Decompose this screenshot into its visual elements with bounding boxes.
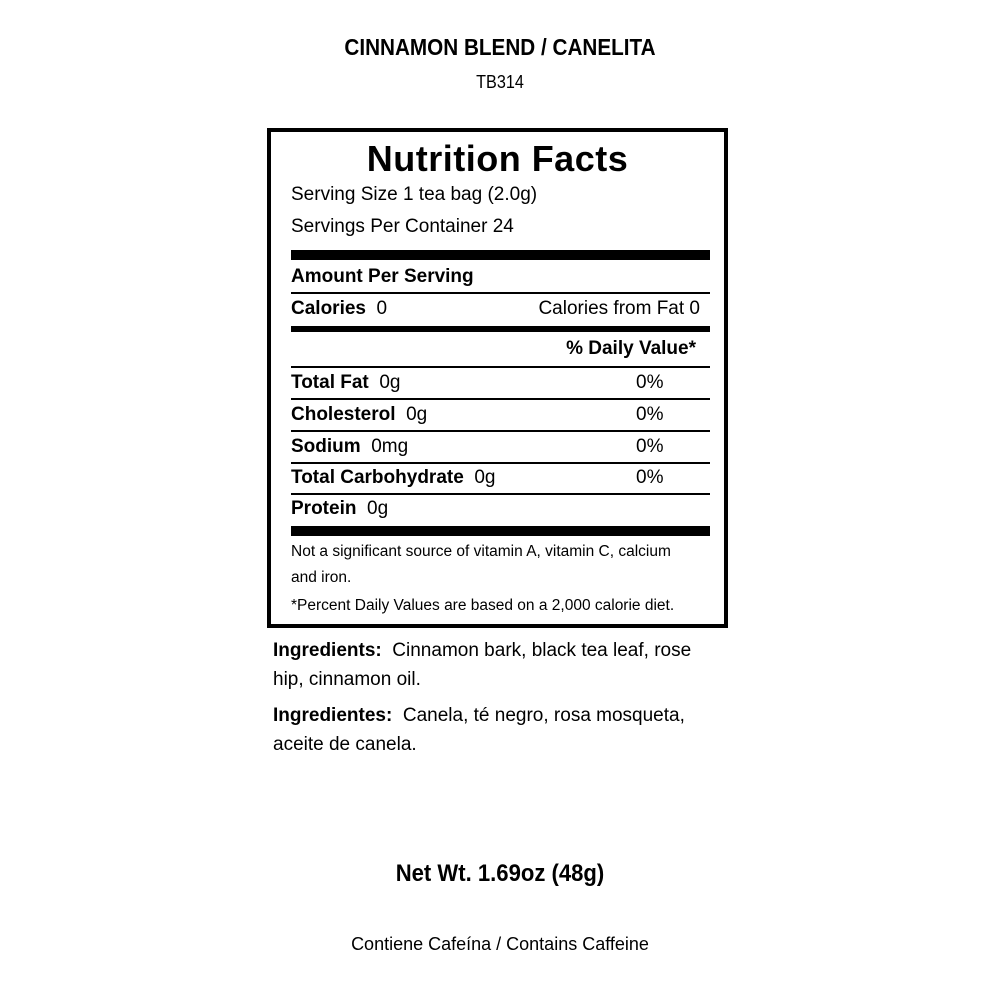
nutrient-label: Cholesterol [291,404,396,425]
nutrient-dv: 0% [636,372,664,393]
nutrient-amount: 0g [474,467,496,488]
footnote-vitamins-cont: and iron. [291,569,352,586]
nutrient-row [291,404,427,426]
nutrient-amount: 0g [406,404,428,425]
servings-per-container: Servings Per Container 24 [291,216,514,237]
net-weight: Net Wt. 1.69oz (48g) [395,860,605,887]
thin-divider [291,398,710,400]
nutrient-amount: 0mg [371,436,409,457]
product-code: TB314 [476,72,524,92]
ingredientes-label: Ingredientes: [273,705,393,726]
ingredients-english [273,636,723,694]
nutrient-amount: 0g [379,372,401,393]
nutrient-label: Sodium [291,436,361,457]
thin-divider [291,462,710,464]
nutrient-label: Total Carbohydrate [291,467,464,488]
nutrient-row [291,467,495,489]
daily-value-header: % Daily Value* [566,338,696,359]
caffeine-notice: Contiene Cafeína / Contains Caffeine [351,934,649,954]
thin-divider [291,430,710,432]
ingredientes-text-line1: Canela, té negro, rosa mosqueta, [402,705,685,726]
nutrient-dv: 0% [636,404,664,425]
nutrient-dv: 0% [636,436,664,457]
footnote-daily-values: *Percent Daily Values are based on a 2,000 calorie diet. [291,597,675,614]
thick-divider [291,250,710,260]
thick-divider [291,526,710,536]
amount-per-serving: Amount Per Serving [291,266,474,287]
calories-value: 0 [376,298,388,319]
nutrient-row [291,436,408,458]
calories-line [291,298,387,320]
ingredientes-text-line2: aceite de canela. [273,734,417,755]
medium-divider [291,326,710,332]
ingredients-text-line2: hip, cinnamon oil. [273,669,421,690]
product-title: CINNAMON BLEND / CANELITA [344,34,656,60]
nutrient-dv: 0% [636,467,664,488]
ingredients-label: Ingredients: [273,640,382,661]
ingredients-text-line1: Cinnamon bark, black tea leaf, rose [392,640,692,661]
nutrition-facts-panel [267,128,728,628]
calories-label: Calories [291,298,366,319]
ingredients-spanish [273,701,723,759]
thin-divider [291,366,710,368]
nutrient-label: Protein [291,498,357,519]
nutrient-label: Total Fat [291,372,369,393]
nutrient-amount: 0g [367,498,389,519]
calories-from-fat: Calories from Fat 0 [538,298,700,319]
thin-divider [291,493,710,495]
nutrition-facts-body [291,132,710,624]
serving-size: Serving Size 1 tea bag (2.0g) [291,184,538,205]
nutrition-facts-heading: Nutrition Facts [366,138,629,179]
thin-divider [291,292,710,294]
nutrient-row [291,372,400,394]
nutrient-row [291,498,388,520]
footnote-vitamins: Not a significant source of vitamin A, vitamin C, calcium [291,543,671,560]
